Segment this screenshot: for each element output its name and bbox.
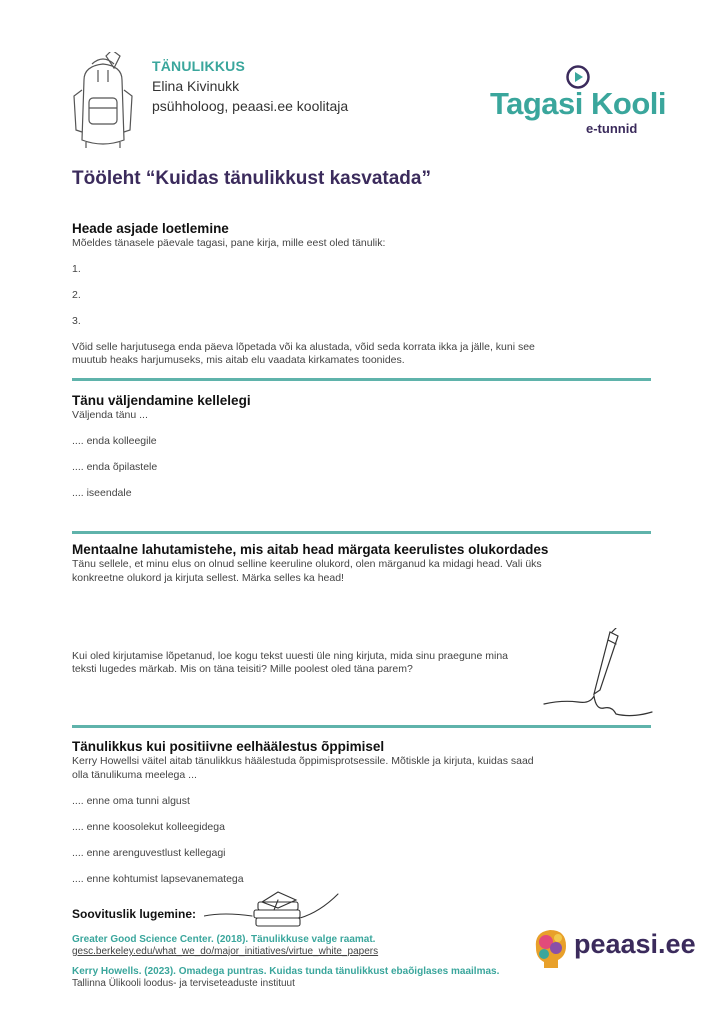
tagasi-kooli-logo: Tagasi Kooli — [490, 86, 667, 121]
author-name: Elina Kivinukk — [152, 78, 240, 94]
section-divider — [72, 531, 651, 534]
reference-1-title: Greater Good Science Center. (2018). Tänulikkuse valge raamat. — [72, 934, 376, 945]
section-1-intro: Mõeldes tänasele päevale tagasi, pane kirja, mille eest oled tänulik: — [72, 237, 386, 249]
pen-writing-icon — [542, 628, 654, 720]
section-divider — [72, 378, 651, 381]
reference-2-title: Kerry Howells. (2023). Omadega puntras. Kuidas tunda tänulikkust ebaõiglases maailmas. — [72, 966, 500, 977]
section-heading-2: Tänu väljendamine kellelegi — [72, 393, 251, 408]
reading-label: Soovituslik lugemine: — [72, 907, 197, 921]
list-item: .... enda kolleegile — [72, 435, 157, 447]
section-3-text-line-2: konkreetne olukord ja kirjuta sellest. Märka selles ka head! — [72, 572, 344, 584]
list-item: .... enne oma tunni algust — [72, 795, 190, 807]
section-3-text-line-3: Kui oled kirjutamise lõpetanud, loe kogu tekst uuesti üle ning kirjuta, mida sinu praegune mina — [72, 650, 509, 662]
page-title: Tööleht “Kuidas tänulikkust kasvatada” — [72, 168, 431, 189]
list-item: .... enne koosolekut kolleegidega — [72, 821, 225, 833]
reference-1-link[interactable]: gesc.berkeley.edu/what_we_do/major_initiatives/virtue_white_papers — [72, 946, 379, 957]
author-role: psühholoog, peaasi.ee koolitaja — [152, 98, 349, 114]
backpack-icon — [70, 52, 136, 152]
section-divider — [72, 725, 651, 728]
peaasi-logo: peaasi.ee — [574, 929, 696, 959]
section-2-intro: Väljenda tänu ... — [72, 409, 148, 421]
books-icon — [204, 888, 340, 928]
list-item-3: 3. — [72, 315, 81, 327]
list-item: .... enne arenguvestlust kellegagi — [72, 847, 226, 859]
section-4-text-line-2: olla tänulikuma meelega ... — [72, 769, 197, 781]
reference-2-org: Tallinna Ülikooli loodus- ja terviseteaduste instituut — [72, 978, 295, 989]
list-item-1: 1. — [72, 263, 81, 275]
list-item: .... enne kohtumist lapsevanematega — [72, 873, 244, 885]
section-4-text-line-1: Kerry Howellsi väitel aitab tänulikkus häälestuda õppimisprotsessile. Mõtiskle ja kirjuta, kuidas saad — [72, 755, 534, 767]
e-tunnid-label: e-tunnid — [586, 121, 638, 136]
section-3-text-line-1: Tänu sellele, et minu elus on olnud selline keeruline olukord, olen märganud ka midagi head. Vali üks — [72, 558, 542, 570]
section-heading-3: Mentaalne lahutamistehe, mis aitab head märgata keerulistes olukordades — [72, 542, 549, 557]
section-heading-1: Heade asjade loetlemine — [72, 221, 229, 236]
section-1-note-line-2: muutub heaks harjumuseks, mis aitab elu vaadata kirkamates toonides. — [72, 354, 405, 366]
list-item-2: 2. — [72, 289, 81, 301]
section-1-note-line-1: Võid selle harjutusega enda päeva lõpetada või ka alustada, võid seda korrata ikka ja jälle, kuni see — [72, 341, 535, 353]
list-item: .... iseendale — [72, 487, 132, 499]
section-3-text-line-4: teksti lugedes märkab. Mis on täna teisiti? Mille poolest oled täna parem? — [72, 663, 413, 675]
section-heading-4: Tänulikkus kui positiivne eelhäälestus õppimisel — [72, 739, 385, 754]
peaasi-head-icon — [528, 926, 572, 970]
list-item: .... enda õpilastele — [72, 461, 158, 473]
topic-label: TÄNULIKKUS — [152, 58, 245, 74]
